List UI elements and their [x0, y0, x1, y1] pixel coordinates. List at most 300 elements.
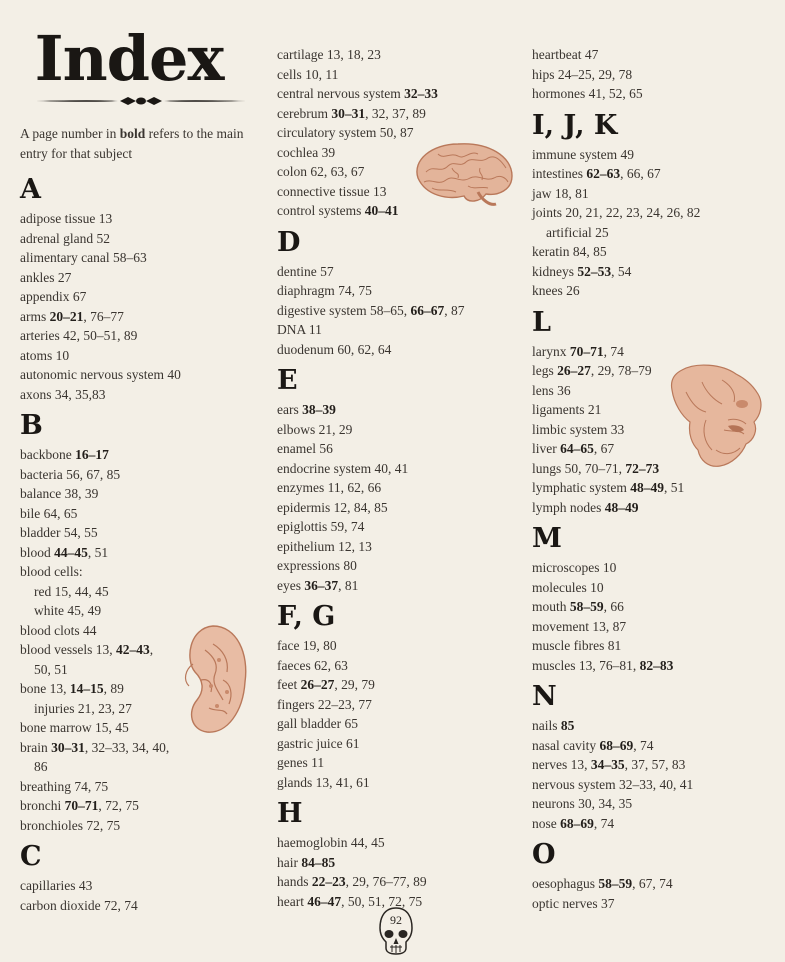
entry-term: artificial [546, 224, 592, 240]
main-page-ref: 62–63 [583, 166, 621, 181]
index-entry [277, 439, 517, 459]
page-refs: 54, 55 [60, 525, 98, 540]
index-entry [532, 342, 772, 362]
main-page-ref: 30–31 [47, 739, 85, 755]
index-entry [277, 84, 517, 104]
entry-term: carbon dioxide [20, 897, 101, 913]
entry-term: gastric juice [277, 735, 343, 751]
index-entry [532, 716, 772, 736]
index-entry [277, 262, 517, 282]
entry-term: axons [20, 386, 52, 402]
entry-term: elbows [277, 421, 316, 437]
entry-term: cochlea [277, 144, 319, 160]
entry-term: neurons [532, 796, 575, 811]
entry-term: ligaments [532, 402, 585, 417]
entry-term: legs [532, 363, 554, 378]
index-entry [20, 484, 260, 504]
index-entry [20, 385, 260, 405]
entry-term: autonomic nervous system [20, 367, 164, 382]
page-refs: 40, 41 [371, 460, 409, 476]
page-refs: 81 [604, 638, 622, 653]
entry-term: heart [277, 893, 304, 909]
index-entry [532, 775, 772, 795]
index-entry [20, 229, 260, 249]
page-refs: 49 [617, 146, 634, 162]
section-letter: A [20, 174, 41, 205]
entry-term: expressions [277, 558, 340, 573]
entry-term: blood vessels [20, 642, 93, 657]
index-entry [532, 145, 772, 165]
entry-term: nails [532, 718, 558, 733]
page-refs: 11, 62, 66 [324, 480, 382, 495]
page-refs: 12, 13 [334, 538, 372, 554]
section-letter: C [20, 841, 42, 872]
main-page-ref: 42–43 [116, 642, 150, 657]
entry-term: bone marrow [20, 720, 92, 735]
entry-term: muscles [532, 657, 576, 673]
entry-term: nerves [532, 757, 568, 772]
entry-term: oesophagus [532, 876, 595, 891]
page-refs: 13, 18, 23 [323, 47, 381, 62]
page-refs: 42, 50–51, 89 [59, 328, 138, 343]
entry-term: eyes [277, 577, 301, 593]
index-entry [277, 537, 517, 557]
page-refs: 15, 45 [91, 720, 129, 735]
main-page-ref: 34–35 [590, 757, 625, 772]
index-entry [20, 543, 260, 563]
page-refs: 10 [599, 560, 617, 575]
page-refs: 22–23, 77 [314, 696, 372, 712]
main-page-ref: 40–41 [361, 203, 399, 218]
page-refs: , 32–33, 34, 40, [84, 739, 170, 755]
main-page-ref: 16–17 [71, 447, 109, 462]
page-number-badge [378, 906, 414, 956]
main-page-ref: 32–33 [400, 86, 438, 101]
entry-term: bladder [20, 525, 61, 540]
index-entry [20, 268, 260, 288]
index-entry [20, 601, 260, 621]
entry-term: 86 [34, 759, 48, 774]
entry-term: digestive system [277, 302, 367, 318]
entry-term: arteries [20, 328, 60, 343]
entry-term: muscle fibres [532, 638, 605, 653]
page-refs: 41, 52, 65 [585, 86, 643, 101]
entry-term: optic nerves [532, 895, 598, 911]
page-refs: , 32, 37, 89 [365, 105, 426, 121]
page-refs: 50, 70–71, [561, 460, 626, 476]
main-page-ref: 72–73 [625, 460, 660, 476]
entry-term: breathing [20, 778, 71, 794]
page-refs: 65 [341, 716, 358, 731]
entry-term: blood [20, 544, 51, 560]
entry-term: cartilage [277, 47, 324, 62]
index-entry [532, 84, 772, 104]
entry-term: white [34, 603, 64, 618]
entry-term: red [34, 583, 52, 599]
index-entry [277, 853, 517, 873]
face-illustration-icon [662, 360, 772, 472]
main-page-ref: 66–67 [410, 302, 445, 318]
index-entry [277, 320, 517, 340]
main-page-ref: 52–53 [574, 263, 612, 279]
index-entry [532, 184, 772, 204]
entry-term: jaw [532, 185, 552, 201]
index-entry [532, 755, 772, 775]
index-entry [20, 307, 260, 327]
entry-term: duodenum [277, 341, 334, 357]
main-page-ref: 58–59 [595, 876, 633, 891]
page-refs: 52 [93, 230, 110, 246]
intro-text: A page number in bold refers to the main entry for that subject [20, 126, 244, 161]
page-refs: 10 [586, 579, 604, 595]
section-letter: B [20, 410, 43, 441]
index-entry [20, 365, 260, 385]
page-refs: , 54 [611, 263, 632, 279]
index-entry [20, 562, 260, 582]
entry-term: movement [532, 618, 589, 634]
entry-term: control systems [277, 203, 362, 218]
entry-term: arms [20, 308, 47, 324]
page-refs: , 72, 75 [98, 798, 139, 813]
index-entry [277, 478, 517, 498]
page-refs: 30, 34, 35 [574, 796, 633, 811]
entry-term: epithelium [277, 538, 335, 554]
index-entry [532, 478, 772, 498]
entry-term: kidneys [532, 263, 574, 279]
page-refs: , 29, 78–79 [590, 363, 652, 378]
index-entry [277, 517, 517, 537]
index-entry [277, 734, 517, 754]
page-refs: 21, 23, 27 [74, 700, 132, 716]
index-entry [532, 894, 772, 914]
page-refs: 38, 39 [61, 486, 99, 501]
index-entry [20, 582, 260, 602]
main-page-ref: 20–21 [46, 308, 84, 324]
main-page-ref: 46–47 [303, 893, 342, 909]
index-entry [277, 872, 517, 892]
index-entry [532, 874, 772, 894]
section-letter: N [532, 681, 557, 712]
page-title: Index [34, 22, 224, 95]
entry-term: bronchi [20, 798, 62, 813]
page-refs: 43 [75, 878, 93, 893]
page-refs: , 74 [593, 815, 615, 831]
entry-term: nervous system [532, 776, 616, 792]
entry-term: gall bladder [277, 716, 342, 731]
main-page-ref: 38–39 [298, 402, 336, 417]
main-page-ref: 36–37 [301, 577, 339, 593]
entry-term: enzymes [277, 480, 325, 495]
page-refs: 26 [562, 283, 580, 298]
main-page-ref: 85 [557, 718, 575, 733]
index-entry [20, 757, 260, 777]
page-refs: 13, 41, 61 [312, 774, 370, 790]
entry-term: appendix [20, 289, 70, 304]
entry-term: cells [277, 66, 302, 82]
entry-term: epiglottis [277, 519, 328, 534]
main-page-ref: 82–83 [639, 657, 674, 673]
index-entry [20, 465, 260, 485]
brain-illustration-icon [408, 138, 518, 210]
main-page-ref: 30–31 [327, 105, 366, 121]
entry-term: connective tissue [277, 183, 370, 199]
index-entry [20, 346, 260, 366]
index-entry [20, 738, 260, 758]
entry-term: 50, 51 [34, 661, 68, 677]
entry-term: backbone [20, 447, 72, 462]
page-refs: 39 [318, 144, 336, 160]
index-entry [277, 675, 517, 695]
index-entry [532, 636, 772, 656]
entry-term: feet [277, 677, 298, 692]
entry-term: lens [532, 382, 554, 398]
index-entry [20, 523, 260, 543]
index-entry [20, 445, 260, 465]
section-letter: O [532, 839, 556, 870]
page-refs: , 29, 76–77, 89 [345, 874, 427, 889]
entry-term: alimentary canal [20, 250, 110, 265]
section-letter: H [277, 798, 303, 829]
index-entry [532, 617, 772, 637]
entry-term: bacteria [20, 466, 63, 482]
index-entry [532, 794, 772, 814]
entry-term: hips [532, 66, 555, 82]
page-refs: 21, 29 [315, 421, 353, 437]
index-entry [277, 420, 517, 440]
entry-term: knees [532, 283, 563, 298]
entry-term: endocrine system [277, 460, 372, 476]
index-entry [277, 459, 517, 479]
index-entry [532, 656, 772, 676]
page-refs: 15, 44, 45 [51, 583, 109, 599]
index-entry [277, 104, 517, 124]
index-entry [277, 714, 517, 734]
page-refs: 12, 84, 85 [330, 499, 388, 515]
main-page-ref: 58–59 [566, 599, 604, 614]
main-page-ref: 44–45 [50, 544, 88, 560]
page-refs: 13, [92, 642, 116, 657]
entry-term: fingers [277, 696, 315, 712]
main-page-ref: 70–71 [566, 343, 604, 359]
entry-term: hair [277, 854, 298, 870]
page-refs: 40 [163, 367, 181, 382]
page-refs: 44 [79, 622, 97, 638]
index-entry [532, 281, 772, 301]
page-refs: , 81 [338, 577, 359, 593]
entry-term: injuries [34, 700, 75, 716]
page-refs: 19, 80 [299, 638, 337, 653]
entry-term: lymphatic system [532, 480, 627, 495]
page-refs: 10, 11 [301, 66, 339, 82]
page-refs: , 87 [444, 302, 465, 318]
main-page-ref: 84–85 [298, 854, 336, 870]
index-entry [532, 242, 772, 262]
page-refs: 25 [591, 224, 609, 240]
main-page-ref: 14–15 [69, 681, 104, 696]
page-refs: 62, 63 [310, 657, 348, 673]
page-refs: 11 [305, 322, 322, 337]
page-refs: , 29, 79 [334, 677, 375, 692]
entry-term: intestines [532, 166, 583, 181]
index-entry [277, 636, 517, 656]
entry-term: limbic system [532, 421, 608, 437]
page-refs: , 89 [103, 681, 124, 696]
entry-term: circulatory system [277, 125, 377, 140]
page-refs: 45, 49 [64, 603, 102, 618]
page-refs: 74, 75 [70, 778, 109, 794]
entry-term: lungs [532, 460, 562, 476]
entry-term: adipose tissue [20, 211, 96, 226]
main-page-ref: 22–23 [308, 874, 346, 889]
page-refs: 67 [69, 289, 87, 304]
entry-term: dentine [277, 263, 317, 279]
index-entry [20, 796, 260, 816]
page-refs: 60, 62, 64 [334, 341, 392, 357]
section-letter: I, J, K [532, 109, 618, 141]
main-page-ref: 64–65 [556, 441, 594, 456]
page-refs: 44, 45 [347, 835, 385, 850]
index-entry [20, 326, 260, 346]
page-refs: 50, 87 [376, 125, 414, 140]
entry-term: blood cells: [20, 564, 83, 579]
index-entry [20, 287, 260, 307]
page-refs: , 51 [87, 544, 109, 560]
page-refs: 61 [342, 735, 360, 751]
entry-term: hormones [532, 86, 586, 101]
index-entry [20, 876, 260, 896]
index-entry [532, 578, 772, 598]
entry-term: colon [277, 164, 307, 179]
index-entry [20, 248, 260, 268]
section-letter: L [532, 306, 551, 338]
section-letter: F, G [277, 601, 336, 632]
main-page-ref: 70–71 [61, 798, 99, 813]
page-refs: , 67, 74 [632, 876, 673, 891]
entry-term: adrenal gland [20, 230, 94, 246]
entry-term: diaphragm [277, 283, 335, 298]
index-entry [532, 498, 772, 518]
index-entry [277, 773, 517, 793]
index-entry [277, 576, 517, 596]
index-entry [532, 814, 772, 834]
entry-term: microscopes [532, 560, 600, 575]
entry-term: atoms [20, 347, 53, 363]
index-entry [277, 340, 517, 360]
entry-term: keratin [532, 244, 570, 259]
page-refs: , 74 [633, 737, 654, 753]
page-refs: 58–63 [109, 250, 147, 265]
index-entry [277, 695, 517, 715]
page-refs: 58–65, [366, 302, 411, 318]
entry-term: central nervous system [277, 86, 401, 101]
entry-term: joints [532, 205, 563, 220]
index-entry [532, 45, 772, 65]
ornamental-rule-icon [36, 94, 246, 108]
index-entry [20, 896, 260, 916]
index-entry [277, 656, 517, 676]
entry-term: DNA [277, 322, 306, 337]
entry-term: nose [532, 815, 557, 831]
section-letter: M [532, 523, 562, 554]
page-refs: 11 [307, 755, 325, 770]
page-refs: 62, 63, 67 [307, 164, 365, 179]
index-entry [277, 833, 517, 853]
page-refs: , 74 [603, 343, 624, 359]
page-number: 92 [390, 913, 402, 927]
entry-term: mouth [532, 599, 567, 614]
index-entry [532, 262, 772, 282]
page-refs: 47 [581, 47, 599, 62]
page-refs: 13 [95, 211, 113, 226]
index-entry [532, 558, 772, 578]
entry-term: bile [20, 505, 41, 521]
index-entry [532, 223, 772, 243]
page-refs: , [149, 642, 154, 657]
entry-term: blood clots [20, 622, 80, 638]
page-refs: 21 [584, 402, 602, 417]
entry-term: genes [277, 755, 308, 770]
page-refs: , 37, 57, 83 [624, 757, 686, 772]
page-refs: 13, [567, 757, 591, 772]
index-entry [277, 753, 517, 773]
page-refs: 20, 21, 22, 23, 24, 26, 82 [562, 205, 701, 220]
entry-term: heartbeat [532, 47, 582, 62]
entry-term: glands [277, 774, 313, 790]
index-entry [277, 400, 517, 420]
entry-term: face [277, 638, 300, 653]
page-refs: 72, 75 [83, 817, 121, 833]
entry-term: ankles [20, 269, 55, 285]
entry-term: larynx [532, 343, 567, 359]
entry-term: faeces [277, 657, 311, 673]
page-refs: 32–33, 40, 41 [615, 776, 694, 792]
page-refs: 74, 75 [334, 283, 372, 298]
index-entry [277, 301, 517, 321]
page-refs: 13 [369, 183, 387, 199]
entry-term: liver [532, 441, 557, 456]
page-refs: 72, 74 [100, 897, 138, 913]
index-entry [20, 777, 260, 797]
page-refs: 18, 81 [551, 185, 589, 201]
index-entry [20, 209, 260, 229]
kidney-illustration-icon [183, 620, 251, 738]
page-refs: 34, 35,83 [51, 386, 106, 402]
entry-term: haemoglobin [277, 835, 348, 850]
entry-term: epidermis [277, 499, 331, 515]
index-entry [532, 736, 772, 756]
index-entry [532, 65, 772, 85]
main-page-ref: 26–27 [553, 363, 591, 378]
entry-term: balance [20, 486, 62, 501]
entry-term: capillaries [20, 878, 76, 893]
entry-term: molecules [532, 579, 587, 595]
main-page-ref: 68–69 [596, 737, 634, 753]
index-entry [277, 498, 517, 518]
page-refs: 13, 76–81, [575, 657, 640, 673]
page-refs: , 66 [603, 599, 624, 614]
page-refs: , 51 [664, 480, 685, 495]
page-refs: , 66, 67 [620, 166, 661, 181]
entry-term: lymph nodes [532, 499, 602, 515]
index-entry [277, 556, 517, 576]
entry-term: immune system [532, 146, 618, 162]
page-refs: 10 [52, 347, 70, 363]
section-letter: D [277, 226, 301, 258]
page-refs: 64, 65 [40, 505, 78, 521]
index-entry [277, 65, 517, 85]
entry-term: enamel [277, 441, 316, 456]
main-page-ref: 26–27 [297, 677, 335, 692]
